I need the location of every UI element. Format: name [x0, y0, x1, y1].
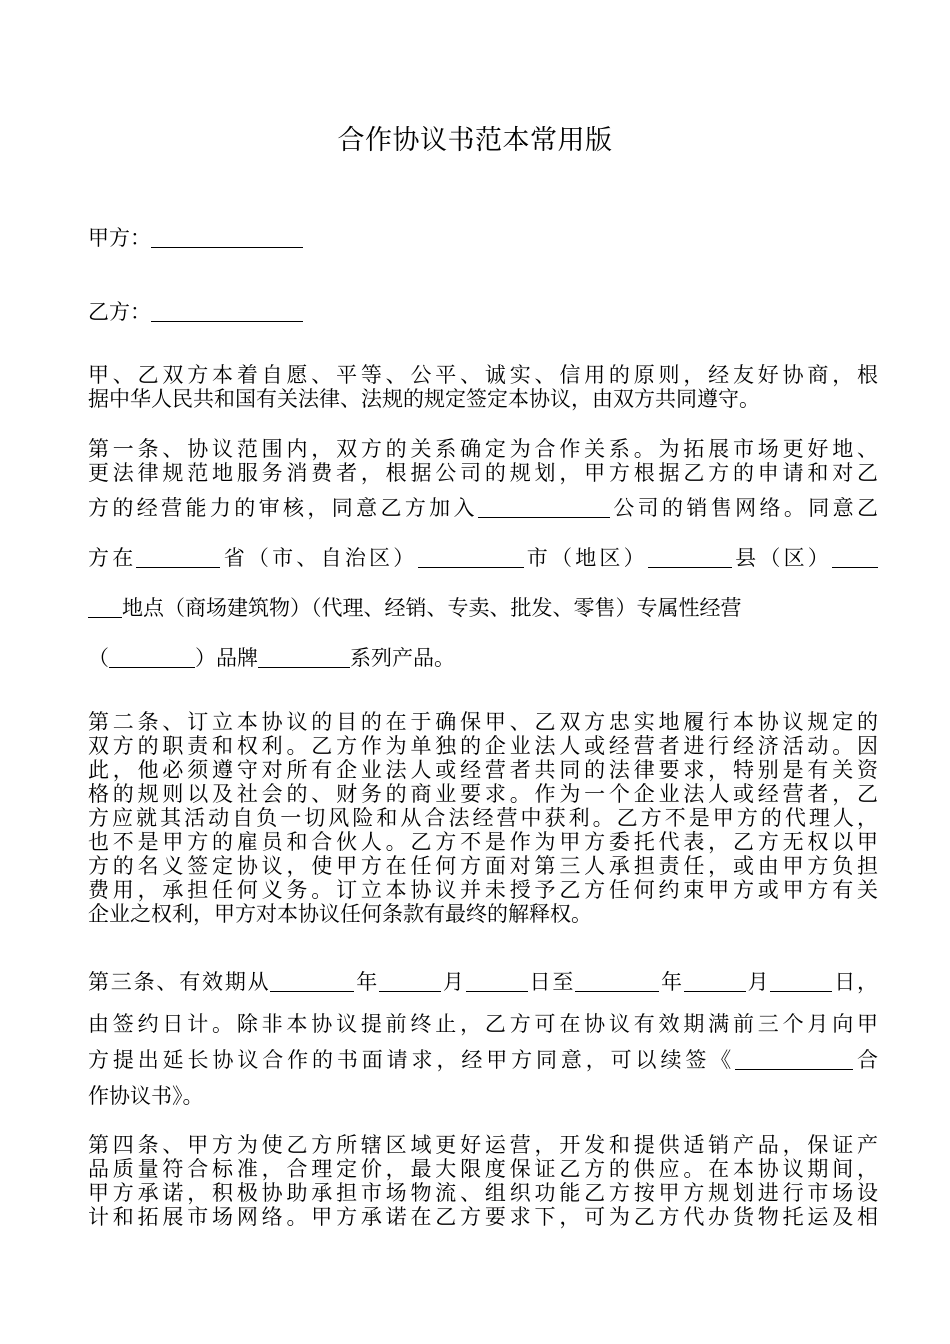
article2-line: 此，他必须遵守对所有企业法人或经营者共同的法律要求，特别是有关资: [88, 758, 878, 782]
location-blank-start[interactable]: [832, 547, 878, 568]
preamble-line: 甲、乙双方本着自愿、平等、公平、诚实、信用的原则，经友好协商，根: [88, 363, 878, 387]
article4-line: 品质量符合标准，合理定价，最大限度保证乙方的供应。在本协议期间，: [88, 1157, 878, 1181]
party-a-blank[interactable]: [151, 227, 303, 248]
article1-line: 方的经营能力的审核，同意乙方加入 公司的销售网络。同意乙: [88, 496, 879, 520]
province-blank[interactable]: [136, 547, 220, 568]
article2-line: 双方的职责和权利。乙方作为单独的企业法人或经营者进行经济活动。因: [88, 734, 878, 758]
document-title: 合作协议书范本常用版: [337, 125, 613, 156]
article1-line: 第一条、协议范围内，双方的关系确定为合作关系。为拓展市场更好地、: [88, 437, 878, 461]
company-blank[interactable]: [478, 497, 610, 518]
end-day-blank[interactable]: [770, 971, 832, 992]
article3-line: 作协议书》。: [88, 1084, 204, 1108]
article1-line: 方在 省（市、自治区） 市（地区） 县（区）: [88, 546, 878, 570]
article2-line: 第二条、订立本协议的目的在于确保甲、乙双方忠实地履行本协议规定的: [88, 710, 878, 734]
end-month-blank[interactable]: [684, 971, 746, 992]
article2-line: 企业之权利，甲方对本协议任何条款有最终的解释权。: [88, 902, 592, 926]
city-blank[interactable]: [418, 547, 524, 568]
article3-line: 方提出延长协议合作的书面请求，经甲方同意，可以续签《 合: [88, 1048, 878, 1072]
article3-line: 由签约日计。除非本协议提前终止，乙方可在协议有效期满前三个月向甲: [88, 1012, 878, 1036]
article2-line: 格的规则以及社会的、财务的商业要求。作为一个企业法人或经营者，乙: [88, 782, 878, 806]
article2-line: 也不是甲方的雇员和合伙人。乙方不是作为甲方委托代表，乙方无权以甲: [88, 830, 878, 854]
party-b-line: [88, 300, 878, 324]
article4-line: 第四条、甲方为使乙方所辖区域更好运营，开发和提供适销产品，保证产: [88, 1133, 878, 1157]
preamble-line: 据中华人民共和国有关法律、法规的规定签定本协议，由双方共同遵守。: [88, 387, 760, 411]
county-blank[interactable]: [648, 547, 732, 568]
party-b-blank[interactable]: [151, 301, 303, 322]
brand-blank[interactable]: [258, 647, 350, 668]
article1-line: 地点（商场建筑物）（代理、经销、专卖、批发、零售）专属性经营: [88, 596, 878, 620]
article1-line: （ ）品牌 系列产品。: [88, 646, 455, 670]
brand-type-blank[interactable]: [109, 647, 195, 668]
start-year-blank[interactable]: [270, 971, 354, 992]
article4-line: 甲方承诺，积极协助承担市场物流、组织功能乙方按甲方规划进行市场设: [88, 1181, 878, 1205]
article2-line: 方应就其活动自负一切风险和从合法经营中获利。乙方不是甲方的代理人，: [88, 806, 878, 830]
location-blank-end[interactable]: [88, 597, 122, 618]
end-year-blank[interactable]: [575, 971, 659, 992]
article3-line: 第三条、有效期从 年 月 日至 年 月 日，: [88, 970, 879, 994]
article4-line: 计和拓展市场网络。甲方承诺在乙方要求下，可为乙方代办货物托运及相: [88, 1205, 878, 1229]
start-day-blank[interactable]: [466, 971, 528, 992]
party-a-label: 甲方：: [88, 226, 151, 250]
article2-line: 费用，承担任何义务。订立本协议并未授予乙方任何约束甲方或甲方有关: [88, 878, 878, 902]
party-b-label: 乙方：: [88, 300, 151, 324]
agreement-name-blank[interactable]: [735, 1049, 853, 1070]
start-month-blank[interactable]: [379, 971, 441, 992]
article2-line: 方的名义签定协议，使甲方在任何方面对第三人承担责任，或由甲方负担: [88, 854, 878, 878]
party-a-line: [88, 226, 878, 250]
article1-line: 更法律规范地服务消费者，根据公司的规划，甲方根据乙方的申请和对乙: [88, 461, 878, 485]
